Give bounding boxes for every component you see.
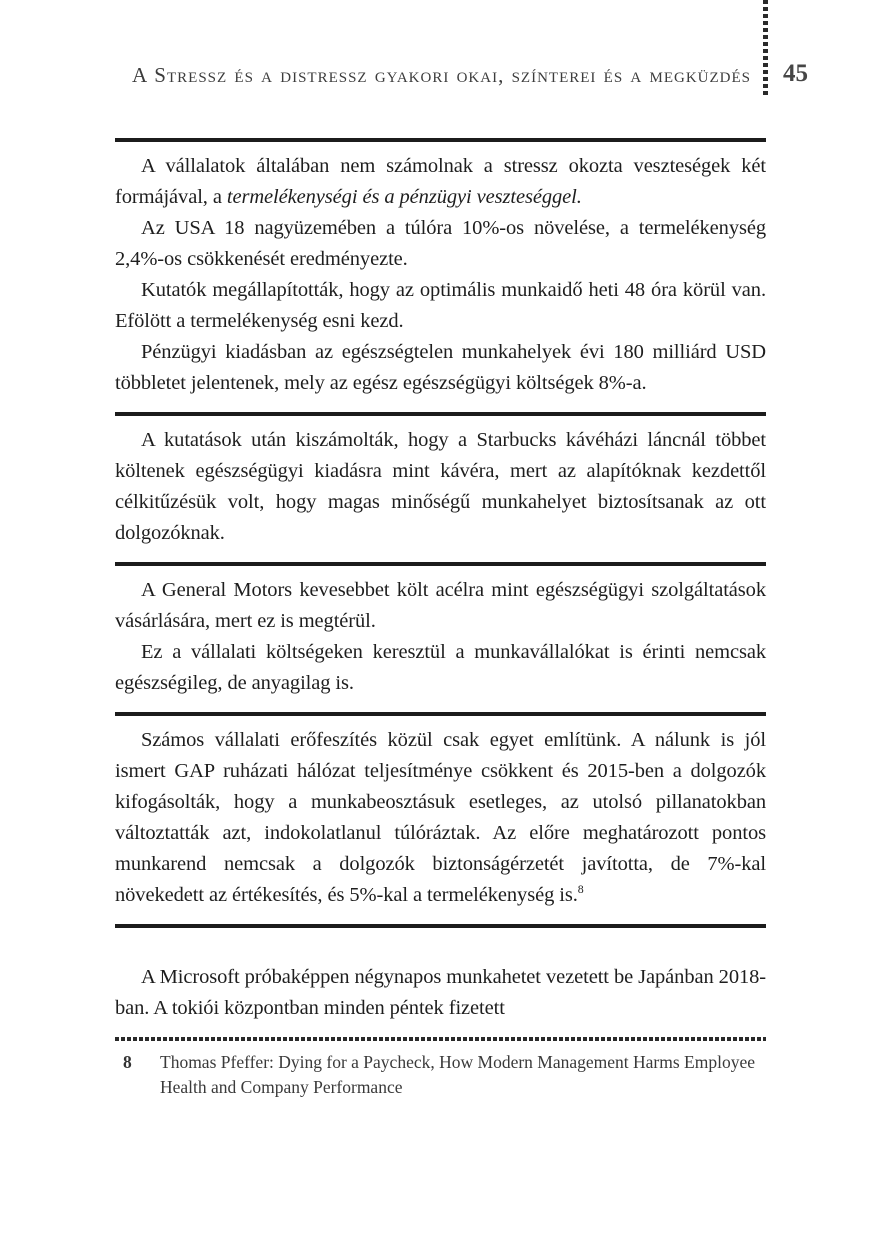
footnote (115, 1050, 766, 1100)
running-header-title: A Stressz és a distressz gyakori okai, színterei és a megküzdés (132, 63, 751, 87)
paragraph: Ez a vállalati költségeken keresztül a munkavállalókat is érinti nemcsak egészségileg, de anyagilag is. (115, 641, 766, 694)
section-gap (115, 725, 766, 911)
italic-emphasis: termelékenységi és a pénzügyi veszteséggel. (226, 186, 582, 208)
paragraph: Kutatók megállapították, hogy az optimális munkaidő heti 48 óra körül van. Efölött a termelékenység esni kezd. (115, 279, 766, 332)
paragraph-text: A vállalatok általában nem számolnak a stressz okozta veszteségek két formájával, a (115, 155, 766, 208)
section-starbucks (115, 425, 766, 549)
footnote-reference: 8 (577, 882, 584, 897)
section-divider-rule (115, 138, 766, 142)
section-divider-rule (115, 562, 766, 566)
paragraph: Pénzügyi kiadásban az egészségtelen munkahelyek évi 180 milliárd USD többletet jelentenek, mely az egész egészségügyi költségek 8%-a. (115, 341, 766, 394)
paragraph-text: Számos vállalati erőfeszítés közül csak egyet említünk. A nálunk is jól ismert GAP ruházati hálózat teljesítménye csökkent és 2015-ben a dolgozók kifogásolták, hogy a munkabeosztásuk esetleges, az utolsó pillanatokban változtatták azt, indokolatlanul túlóráztak. Az előre meghatározott pontos munkarend nemcsak a dolgozók biztonságérzetét javította, de 7%-kal növekedett az értékesítés, és 5%-kal a termelékenység is. (115, 729, 766, 906)
footnote-text: Thomas Pfeffer: Dying for a Paycheck, How Modern Management Harms Employee Health and Company Performance (160, 1052, 755, 1097)
header-dotted-divider (763, 0, 768, 98)
section-microsoft (115, 962, 766, 1024)
footnote-marker: 8 (123, 1052, 132, 1072)
paragraph: A kutatások után kiszámolták, hogy a Starbucks kávéházi láncnál többet költenek egészségügyi kiadásra mint kávéra, mert az alapítóknak kezdettől célkitűzésük volt, hogy magas minőségű munkahelyet biztosítsanak az ott dolgozóknak. (115, 429, 766, 544)
section-general-motors (115, 575, 766, 699)
section-divider-rule (115, 412, 766, 416)
paragraph: Az USA 18 nagyüzemében a túlóra 10%-os növelése, a termelékenység 2,4%-os csökkenését eredményezte. (115, 217, 766, 270)
paragraph: A Microsoft próbaképpen négynapos munkahetet vezetett be Japánban 2018-ban. A tokiói központban minden péntek fizetett (115, 966, 766, 1019)
section-productivity-losses (115, 151, 766, 399)
paragraph (115, 151, 766, 213)
paragraph: A General Motors kevesebbet költ acélra mint egészségügyi szolgáltatások vásárlására, mert ez is megtérül. (115, 579, 766, 632)
section-divider-rule (115, 924, 766, 928)
text-column (115, 138, 766, 1100)
footnote-dotted-separator (115, 1037, 766, 1041)
paragraph (115, 725, 766, 911)
page-number: 45 (783, 60, 808, 87)
section-divider-rule (115, 712, 766, 716)
